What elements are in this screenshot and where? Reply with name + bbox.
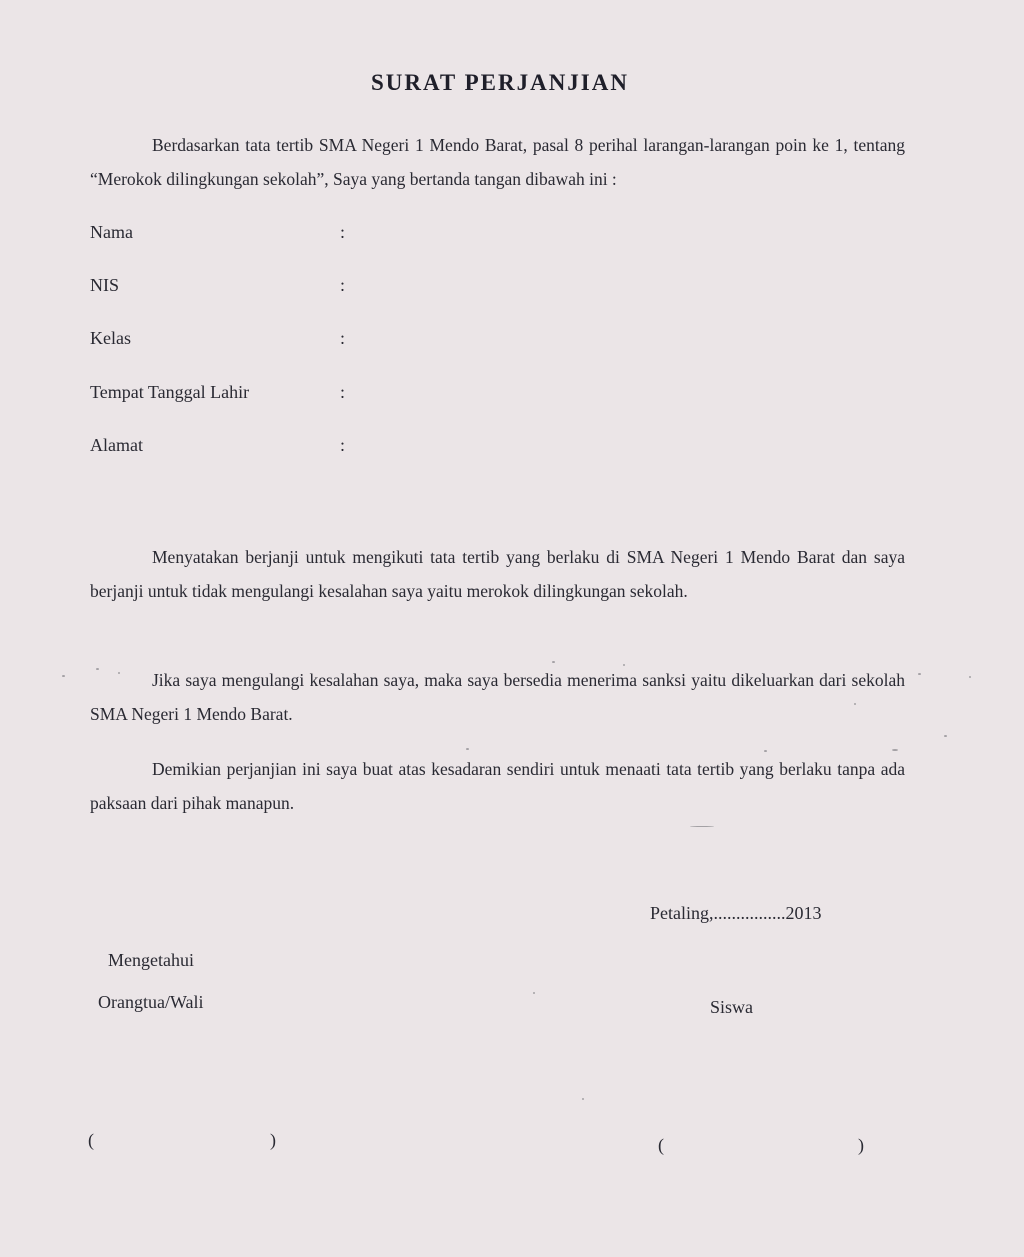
field-kelas — [90, 328, 590, 352]
scan-speck — [533, 992, 535, 994]
field-colon: : — [340, 222, 346, 242]
field-colon: : — [340, 328, 346, 348]
scan-speck — [466, 748, 469, 750]
field-nama — [90, 222, 590, 246]
field-label: Tempat Tanggal Lahir — [90, 382, 250, 402]
field-label: Nama — [90, 222, 133, 242]
scan-speck — [690, 826, 714, 827]
field-nis — [90, 275, 590, 299]
field-ttl — [90, 382, 590, 406]
student-sign-open: ( — [658, 1135, 664, 1155]
scan-speck — [118, 672, 120, 674]
sanction-paragraph: Jika saya mengulangi kesalahan saya, maka saya bersedia menerima sanksi yaitu dikeluarkan dari sekolah SMA Negeri 1 Mendo Barat. — [90, 670, 905, 724]
scan-speck — [582, 1098, 584, 1100]
parent-sign-close: ) — [270, 1130, 276, 1150]
scan-speck — [62, 675, 65, 677]
scan-speck — [623, 664, 625, 666]
place-date: Petaling,................2013 — [650, 903, 822, 923]
parent-sign-open: ( — [88, 1130, 94, 1150]
field-label: Alamat — [90, 435, 143, 455]
scan-speck — [96, 668, 99, 670]
scan-speck — [892, 749, 898, 751]
scan-speck — [552, 661, 555, 663]
scan-speck — [969, 676, 971, 678]
scan-speck — [918, 673, 921, 675]
closing-paragraph: Demikian perjanjian ini saya buat atas kesadaran sendiri untuk menaati tata tertib yang berlaku tanpa ada paksaan dari pihak manapun. — [90, 759, 905, 813]
student-label: Siswa — [710, 997, 754, 1017]
intro-paragraph: Berdasarkan tata tertib SMA Negeri 1 Mendo Barat, pasal 8 perihal larangan-larangan poin ke 1, tentang “Merokok dilingkungan sekolah”, Saya yang bertanda tangan dibawah ini : — [90, 135, 905, 189]
promise-paragraph: Menyatakan berjanji untuk mengikuti tata tertib yang berlaku di SMA Negeri 1 Mendo Barat dan saya berjanji untuk tidak mengulangi kesalahan saya yaitu merokok dilingkungan sekolah. — [90, 547, 905, 601]
parent-label: Orangtua/Wali — [98, 992, 204, 1012]
field-alamat — [90, 435, 590, 459]
field-colon: : — [340, 275, 346, 295]
field-colon: : — [340, 382, 346, 402]
field-colon: : — [340, 435, 346, 455]
letter-title: SURAT PERJANJIAN — [371, 70, 629, 95]
field-label: Kelas — [90, 328, 131, 348]
field-label: NIS — [90, 275, 120, 295]
scan-speck — [944, 735, 947, 737]
scan-speck — [854, 703, 856, 705]
scan-speck — [764, 750, 767, 752]
student-sign-close: ) — [858, 1135, 864, 1155]
acknowledge-label: Mengetahui — [108, 950, 194, 970]
